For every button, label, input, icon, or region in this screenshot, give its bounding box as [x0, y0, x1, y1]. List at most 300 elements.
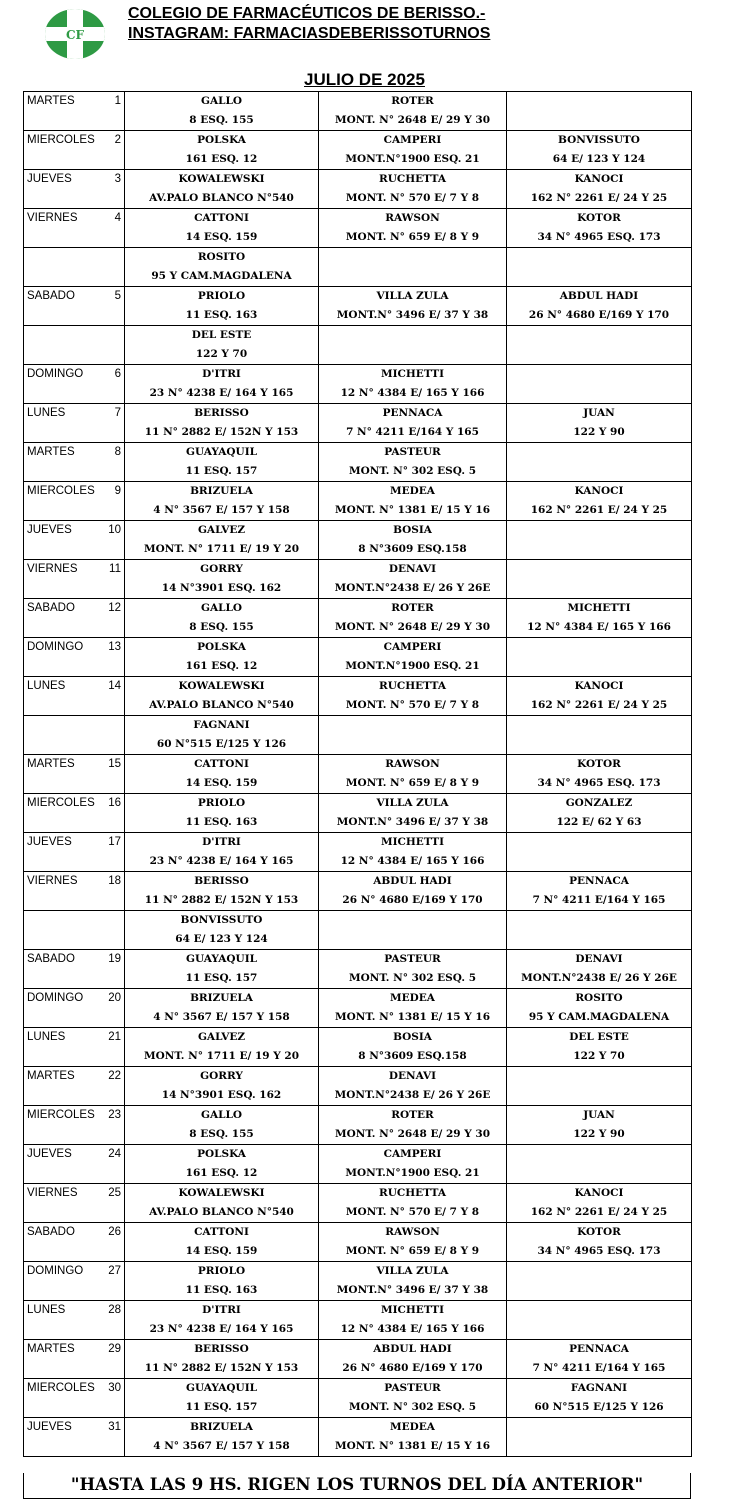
- day-number: 14: [108, 680, 121, 692]
- pharmacy-address: 64 E/ 123 Y 124: [552, 153, 646, 165]
- pharmacy-name: VILLA ZULA: [376, 290, 449, 302]
- pharmacy-cell: [319, 1418, 507, 1457]
- pharmacy-cell: [507, 1184, 692, 1223]
- day-number: 13: [108, 641, 121, 653]
- pharmacy-cell: [319, 170, 507, 209]
- pharmacy-address: MONT. N° 2648 E/ 29 Y 30: [334, 621, 491, 633]
- pharmacy-address: 122 Y 90: [573, 1128, 625, 1140]
- pharmacy-name: MICHETTI: [567, 602, 631, 614]
- pharmacy-cell: [507, 1145, 692, 1184]
- pharmacy-cell: [125, 560, 319, 599]
- day-cell: [24, 92, 125, 131]
- pharmacy-address: AV.PALO BLANCO N°540: [149, 699, 294, 711]
- pharmacy-address: 14 ESQ. 159: [185, 777, 258, 789]
- schedule-row: [24, 833, 692, 872]
- pharmacy-name: PASTEUR: [384, 953, 441, 965]
- pharmacy-cell: [319, 1379, 507, 1418]
- pharmacy-address: MONT. N° 1381 E/ 15 Y 16: [334, 1011, 491, 1023]
- pharmacy-cell: [507, 92, 692, 131]
- pharmacy-cell: [507, 1067, 692, 1106]
- day-name: VIERNES: [27, 212, 78, 224]
- pharmacy-address: MONT.N° 3496 E/ 37 Y 38: [336, 1284, 489, 1296]
- pharmacy-name: ROTER: [391, 1109, 434, 1121]
- day-number: 26: [108, 1226, 121, 1238]
- pharmacy-name: KANOCI: [574, 1187, 624, 1199]
- pharmacy-name: PASTEUR: [384, 1382, 441, 1394]
- pharmacy-name: PASTEUR: [384, 446, 441, 458]
- pharmacy-name: GORRY: [200, 1070, 243, 1082]
- day-number: 10: [108, 524, 121, 536]
- day-name: LUNES: [27, 407, 66, 419]
- pharmacy-address: MONT. N° 2648 E/ 29 Y 30: [334, 1128, 491, 1140]
- pharmacy-address: MONT.N°2438 E/ 26 Y 26E: [521, 972, 677, 984]
- pharmacy-address: 11 ESQ. 157: [185, 972, 258, 984]
- pharmacy-cell: [319, 131, 507, 170]
- pharmacy-cell: [125, 794, 319, 833]
- pharmacy-cell: [125, 248, 319, 287]
- pharmacy-cell: [507, 131, 692, 170]
- pharmacy-name: GALLO: [200, 1109, 243, 1121]
- pharmacy-cell: [319, 677, 507, 716]
- pharmacy-cell: [125, 443, 319, 482]
- schedule-row: [24, 950, 692, 989]
- pharmacy-cell: [507, 1418, 692, 1457]
- day-name: MARTES: [27, 1343, 75, 1355]
- day-number: 28: [108, 1304, 121, 1316]
- schedule-row: [24, 872, 692, 911]
- day-number: 19: [108, 953, 121, 965]
- pharmacy-name: KANOCI: [574, 680, 624, 692]
- pharmacy-name: POLSKA: [197, 134, 246, 146]
- day-number: 21: [108, 1031, 121, 1043]
- pharmacy-name: ROTER: [391, 602, 434, 614]
- pharmacy-name: BERISSO: [194, 407, 249, 419]
- day-name: MIERCOLES: [27, 797, 95, 809]
- day-cell: [24, 1301, 125, 1340]
- pharmacy-name: BONVISSUTO: [180, 914, 263, 926]
- pharmacy-address: MONT. N° 302 ESQ. 5: [348, 972, 477, 984]
- day-name: MIERCOLES: [27, 1382, 95, 1394]
- pharmacy-cell: [319, 521, 507, 560]
- college-name: COLEGIO DE FARMACÉUTICOS DE BERISSO.-: [128, 5, 486, 22]
- day-cell: [24, 443, 125, 482]
- pharmacy-address: 34 N° 4965 ESQ. 173: [537, 1245, 661, 1257]
- day-cell: [24, 1262, 125, 1301]
- pharmacy-cell: [125, 1379, 319, 1418]
- day-name: JUEVES: [27, 1148, 72, 1160]
- pharmacy-address: MONT. N° 302 ESQ. 5: [348, 1401, 477, 1413]
- month-title: JULIO DE 2025: [304, 70, 425, 89]
- day-cell: [24, 911, 125, 950]
- schedule-row: [24, 716, 692, 755]
- pharmacy-cross-logo-icon: [44, 8, 106, 60]
- pharmacy-cell: [125, 989, 319, 1028]
- schedule-row: [24, 209, 692, 248]
- pharmacy-cell: [319, 1067, 507, 1106]
- pharmacy-address: MONT.N° 3496 E/ 37 Y 38: [336, 816, 489, 828]
- pharmacy-name: DENAVI: [388, 563, 437, 575]
- day-number: 12: [108, 602, 121, 614]
- schedule-row: [24, 1106, 692, 1145]
- pharmacy-name: PRIOLO: [197, 1265, 246, 1277]
- pharmacy-name: GUAYAQUIL: [186, 1382, 257, 1394]
- pharmacy-cell: [125, 287, 319, 326]
- pharmacy-cell: [507, 794, 692, 833]
- pharmacy-address: 23 N° 4238 E/ 164 Y 165: [149, 387, 294, 399]
- pharmacy-name: KOTOR: [577, 212, 621, 224]
- day-name: MIERCOLES: [27, 1109, 95, 1121]
- schedule-row: [24, 1418, 692, 1457]
- schedule-row: [24, 287, 692, 326]
- schedule-row: [24, 131, 692, 170]
- pharmacy-name: MEDEA: [390, 485, 435, 497]
- day-number: 11: [109, 563, 121, 575]
- day-number: 17: [108, 836, 121, 848]
- day-name: DOMINGO: [27, 368, 84, 380]
- day-cell: [24, 1106, 125, 1145]
- pharmacy-address: 26 N° 4680 E/169 Y 170: [528, 309, 670, 321]
- schedule-row: [24, 1145, 692, 1184]
- pharmacy-name: RUCHETTA: [379, 173, 446, 185]
- pharmacy-address: MONT. N° 1711 E/ 19 Y 20: [143, 1050, 300, 1062]
- pharmacy-cell: [507, 1028, 692, 1067]
- day-cell: [24, 1145, 125, 1184]
- pharmacy-address: MONT. N° 659 E/ 8 Y 9: [345, 231, 480, 243]
- pharmacy-address: 7 N° 4211 E/164 Y 165: [346, 426, 479, 438]
- pharmacy-cell: [507, 755, 692, 794]
- pharmacy-name: ABDUL HADI: [373, 1343, 452, 1355]
- pharmacy-name: ABDUL HADI: [559, 290, 639, 302]
- pharmacy-cell: [125, 209, 319, 248]
- schedule-row: [24, 1379, 692, 1418]
- pharmacy-name: DENAVI: [575, 953, 623, 965]
- pharmacy-name: CATTONI: [194, 1226, 249, 1238]
- pharmacy-cell: [507, 1340, 692, 1379]
- schedule-row: [24, 989, 692, 1028]
- pharmacy-cell: [125, 1067, 319, 1106]
- pharmacy-address: MONT.N° 3496 E/ 37 Y 38: [336, 309, 489, 321]
- day-number: 24: [108, 1148, 121, 1160]
- pharmacy-name: JUAN: [583, 407, 615, 419]
- pharmacy-cell: [507, 1379, 692, 1418]
- pharmacy-address: AV.PALO BLANCO N°540: [149, 192, 294, 204]
- schedule-row: [24, 1067, 692, 1106]
- day-name: MARTES: [27, 95, 75, 107]
- pharmacy-cell: [125, 911, 319, 950]
- pharmacy-cell: [507, 950, 692, 989]
- pharmacy-name: DEL ESTE: [191, 329, 252, 341]
- pharmacy-address: 60 N°515 E/125 Y 126: [534, 1401, 664, 1413]
- pharmacy-cell: [125, 1340, 319, 1379]
- pharmacy-cell: [507, 404, 692, 443]
- schedule-row: [24, 443, 692, 482]
- day-number: 2: [114, 134, 121, 146]
- pharmacy-name: CAMPERI: [383, 641, 442, 653]
- schedule-row: [24, 599, 692, 638]
- day-name: JUEVES: [27, 836, 72, 848]
- pharmacy-cell: [507, 443, 692, 482]
- pharmacy-cell: [125, 1145, 319, 1184]
- pharmacy-cell: [125, 1418, 319, 1457]
- pharmacy-address: 162 N° 2261 E/ 24 Y 25: [530, 1206, 668, 1218]
- pharmacy-name: BERISSO: [194, 875, 249, 887]
- pharmacy-address: AV.PALO BLANCO N°540: [149, 1206, 294, 1218]
- pharmacy-address: MONT. N° 2648 E/ 29 Y 30: [334, 114, 491, 126]
- day-name: MARTES: [27, 758, 75, 770]
- pharmacy-name: JUAN: [583, 1109, 615, 1121]
- document-header: [0, 0, 729, 70]
- pharmacy-cell: [507, 989, 692, 1028]
- pharmacy-name: BOSIA: [393, 524, 432, 536]
- pharmacy-cell: [507, 326, 692, 365]
- pharmacy-address: 26 N° 4680 E/169 Y 170: [342, 1362, 483, 1374]
- pharmacy-address: 161 ESQ. 12: [185, 1167, 258, 1179]
- pharmacy-cell: [125, 170, 319, 209]
- pharmacy-name: PRIOLO: [197, 797, 246, 809]
- pharmacy-name: RAWSON: [385, 212, 440, 224]
- pharmacy-name: BRIZUELA: [190, 1421, 253, 1433]
- pharmacy-cell: [319, 1184, 507, 1223]
- day-cell: [24, 131, 125, 170]
- pharmacy-address: 122 E/ 62 Y 63: [556, 816, 642, 828]
- pharmacy-cell: [319, 1340, 507, 1379]
- pharmacy-address: 23 N° 4238 E/ 164 Y 165: [149, 855, 294, 867]
- day-number: 6: [114, 368, 121, 380]
- day-cell: [24, 287, 125, 326]
- pharmacy-name: DENAVI: [388, 1070, 437, 1082]
- pharmacy-address: 34 N° 4965 ESQ. 173: [537, 231, 661, 243]
- pharmacy-cell: [507, 677, 692, 716]
- pharmacy-name: PENNACA: [382, 407, 443, 419]
- pharmacy-name: PENNACA: [569, 875, 629, 887]
- day-name: MARTES: [27, 1070, 75, 1082]
- pharmacy-cell: [507, 872, 692, 911]
- day-number: 3: [114, 173, 121, 185]
- pharmacy-name: BRIZUELA: [190, 485, 253, 497]
- schedule-row: [24, 404, 692, 443]
- pharmacy-name: RAWSON: [385, 1226, 440, 1238]
- pharmacy-cell: [319, 1262, 507, 1301]
- pharmacy-cell: [125, 1223, 319, 1262]
- pharmacy-cell: [319, 404, 507, 443]
- day-name: SABADO: [27, 602, 75, 614]
- schedule-row: [24, 248, 692, 287]
- pharmacy-cell: [507, 482, 692, 521]
- pharmacy-address: 122 Y 90: [573, 426, 625, 438]
- pharmacy-name: KOTOR: [577, 758, 621, 770]
- pharmacy-cell: [125, 833, 319, 872]
- day-name: SABADO: [27, 1226, 75, 1238]
- day-number: 31: [108, 1421, 121, 1433]
- pharmacy-cell: [125, 677, 319, 716]
- pharmacy-cell: [319, 1145, 507, 1184]
- pharmacy-name: CATTONI: [194, 212, 249, 224]
- schedule-row: [24, 92, 692, 131]
- pharmacy-address: MONT. N° 570 E/ 7 Y 8: [345, 1206, 480, 1218]
- pharmacy-cell: [125, 1106, 319, 1145]
- day-cell: [24, 404, 125, 443]
- day-name: SABADO: [27, 290, 75, 302]
- pharmacy-address: 8 N°3609 ESQ.158: [358, 543, 467, 555]
- pharmacy-cell: [319, 482, 507, 521]
- pharmacy-name: MICHETTI: [381, 1304, 444, 1316]
- day-number: 27: [108, 1265, 121, 1277]
- pharmacy-cell: [319, 1223, 507, 1262]
- pharmacy-name: GUAYAQUIL: [186, 446, 257, 458]
- pharmacy-cell: [125, 1262, 319, 1301]
- day-name: VIERNES: [27, 563, 78, 575]
- pharmacy-cell: [507, 521, 692, 560]
- pharmacy-cell: [125, 365, 319, 404]
- pharmacy-address: 14 ESQ. 159: [185, 231, 258, 243]
- day-cell: [24, 1184, 125, 1223]
- pharmacy-cell: [125, 599, 319, 638]
- schedule-row: [24, 560, 692, 599]
- pharmacy-name: MEDEA: [390, 992, 435, 1004]
- pharmacy-cell: [319, 599, 507, 638]
- pharmacy-cell: [507, 287, 692, 326]
- pharmacy-name: PENNACA: [569, 1343, 629, 1355]
- pharmacy-cell: [125, 404, 319, 443]
- pharmacy-cell: [125, 638, 319, 677]
- pharmacy-name: CATTONI: [194, 758, 249, 770]
- pharmacy-address: 14 N°3901 ESQ. 162: [161, 582, 282, 594]
- day-number: 9: [114, 485, 121, 497]
- pharmacy-cell: [319, 365, 507, 404]
- day-name: MIERCOLES: [27, 134, 95, 146]
- pharmacy-address: 162 N° 2261 E/ 24 Y 25: [530, 699, 668, 711]
- day-number: 25: [108, 1187, 121, 1199]
- pharmacy-cell: [319, 911, 507, 950]
- pharmacy-name: ROSITO: [197, 251, 246, 263]
- pharmacy-name: FAGNANI: [193, 719, 250, 731]
- instagram-handle: INSTAGRAM: FARMACIASDEBERISSOTURNOS: [128, 25, 491, 42]
- schedule-row: [24, 521, 692, 560]
- pharmacy-name: D'ITRI: [202, 368, 241, 380]
- pharmacy-name: FAGNANI: [570, 1382, 628, 1394]
- day-cell: [24, 599, 125, 638]
- pharmacy-name: BERISSO: [194, 1343, 249, 1355]
- pharmacy-address: 34 N° 4965 ESQ. 173: [537, 777, 661, 789]
- pharmacy-name: POLSKA: [197, 1148, 246, 1160]
- pharmacy-name: ROSITO: [575, 992, 623, 1004]
- pharmacy-name: RAWSON: [385, 758, 440, 770]
- pharmacy-address: 11 N° 2882 E/ 152N Y 153: [144, 1362, 299, 1374]
- pharmacy-cell: [319, 638, 507, 677]
- day-number: 30: [108, 1382, 121, 1394]
- pharmacy-name: GALLO: [200, 95, 243, 107]
- pharmacy-name: ROTER: [391, 95, 434, 107]
- day-name: SABADO: [27, 953, 75, 965]
- pharmacy-address: 95 Y CAM.MAGDALENA: [528, 1011, 670, 1023]
- schedule-row: [24, 794, 692, 833]
- pharmacy-cell: [507, 833, 692, 872]
- pharmacy-cell: [319, 287, 507, 326]
- day-name: DOMINGO: [27, 1265, 84, 1277]
- pharmacy-name: KOWALEWSKI: [178, 1187, 265, 1199]
- pharmacy-name: MICHETTI: [381, 368, 444, 380]
- pharmacy-cell: [125, 872, 319, 911]
- day-name: LUNES: [27, 1304, 66, 1316]
- pharmacy-cell: [125, 1301, 319, 1340]
- pharmacy-address: MONT.N°1900 ESQ. 21: [345, 660, 480, 672]
- pharmacy-name: VILLA ZULA: [376, 797, 449, 809]
- day-cell: [24, 755, 125, 794]
- pharmacy-name: KOWALEWSKI: [178, 680, 265, 692]
- schedule-row: [24, 755, 692, 794]
- pharmacy-address: 95 Y CAM.MAGDALENA: [151, 270, 292, 282]
- pharmacy-address: 11 N° 2882 E/ 152N Y 153: [144, 426, 299, 438]
- day-cell: [24, 560, 125, 599]
- pharmacy-cell: [319, 1106, 507, 1145]
- pharmacy-address: 11 ESQ. 163: [185, 309, 258, 321]
- pharmacy-cell: [507, 209, 692, 248]
- pharmacy-address: 7 N° 4211 E/164 Y 165: [532, 1362, 666, 1374]
- day-cell: [24, 1028, 125, 1067]
- day-name: JUEVES: [27, 173, 72, 185]
- pharmacy-cell: [319, 716, 507, 755]
- day-number: 7: [114, 407, 121, 419]
- day-name: JUEVES: [27, 524, 72, 536]
- pharmacy-address: 11 ESQ. 163: [185, 816, 258, 828]
- pharmacy-name: CAMPERI: [383, 1148, 442, 1160]
- pharmacy-cell: [125, 755, 319, 794]
- pharmacy-cell: [319, 1301, 507, 1340]
- pharmacy-name: MICHETTI: [381, 836, 444, 848]
- pharmacy-cell: [319, 1028, 507, 1067]
- pharmacy-name: POLSKA: [197, 641, 246, 653]
- day-name: JUEVES: [27, 1421, 72, 1433]
- pharmacy-address: 122 Y 70: [573, 1050, 625, 1062]
- pharmacy-cell: [319, 326, 507, 365]
- pharmacy-address: 122 Y 70: [195, 348, 248, 360]
- pharmacy-name: PRIOLO: [197, 290, 246, 302]
- day-cell: [24, 248, 125, 287]
- day-cell: [24, 677, 125, 716]
- pharmacy-address: MONT.N°1900 ESQ. 21: [345, 1167, 480, 1179]
- pharmacy-cell: [125, 950, 319, 989]
- schedule-row: [24, 365, 692, 404]
- pharmacy-name: GALLO: [200, 602, 243, 614]
- day-cell: [24, 872, 125, 911]
- pharmacy-address: MONT. N° 659 E/ 8 Y 9: [345, 1245, 480, 1257]
- pharmacy-address: 12 N° 4384 E/ 165 Y 166: [340, 855, 485, 867]
- pharmacy-address: 11 ESQ. 157: [185, 465, 258, 477]
- day-number: 15: [108, 758, 121, 770]
- day-cell: [24, 326, 125, 365]
- pharmacy-cell: [319, 794, 507, 833]
- pharmacy-cell: [507, 716, 692, 755]
- pharmacy-cell: [319, 443, 507, 482]
- pharmacy-address: MONT. N° 570 E/ 7 Y 8: [345, 699, 480, 711]
- day-cell: [24, 950, 125, 989]
- pharmacy-name: BOSIA: [393, 1031, 432, 1043]
- day-number: 22: [108, 1070, 121, 1082]
- pharmacy-name: DEL ESTE: [569, 1031, 629, 1043]
- pharmacy-name: BONVISSUTO: [558, 134, 640, 146]
- pharmacy-address: 11 ESQ. 163: [185, 1284, 258, 1296]
- pharmacy-name: D'ITRI: [202, 1304, 241, 1316]
- pharmacy-address: 12 N° 4384 E/ 165 Y 166: [340, 1323, 485, 1335]
- pharmacy-cell: [125, 521, 319, 560]
- pharmacy-cell: [507, 638, 692, 677]
- pharmacy-cell: [319, 248, 507, 287]
- pharmacy-address: 161 ESQ. 12: [185, 660, 258, 672]
- schedule-row: [24, 638, 692, 677]
- pharmacy-cell: [507, 560, 692, 599]
- pharmacy-address: 7 N° 4211 E/164 Y 165: [532, 894, 666, 906]
- day-name: VIERNES: [27, 875, 78, 887]
